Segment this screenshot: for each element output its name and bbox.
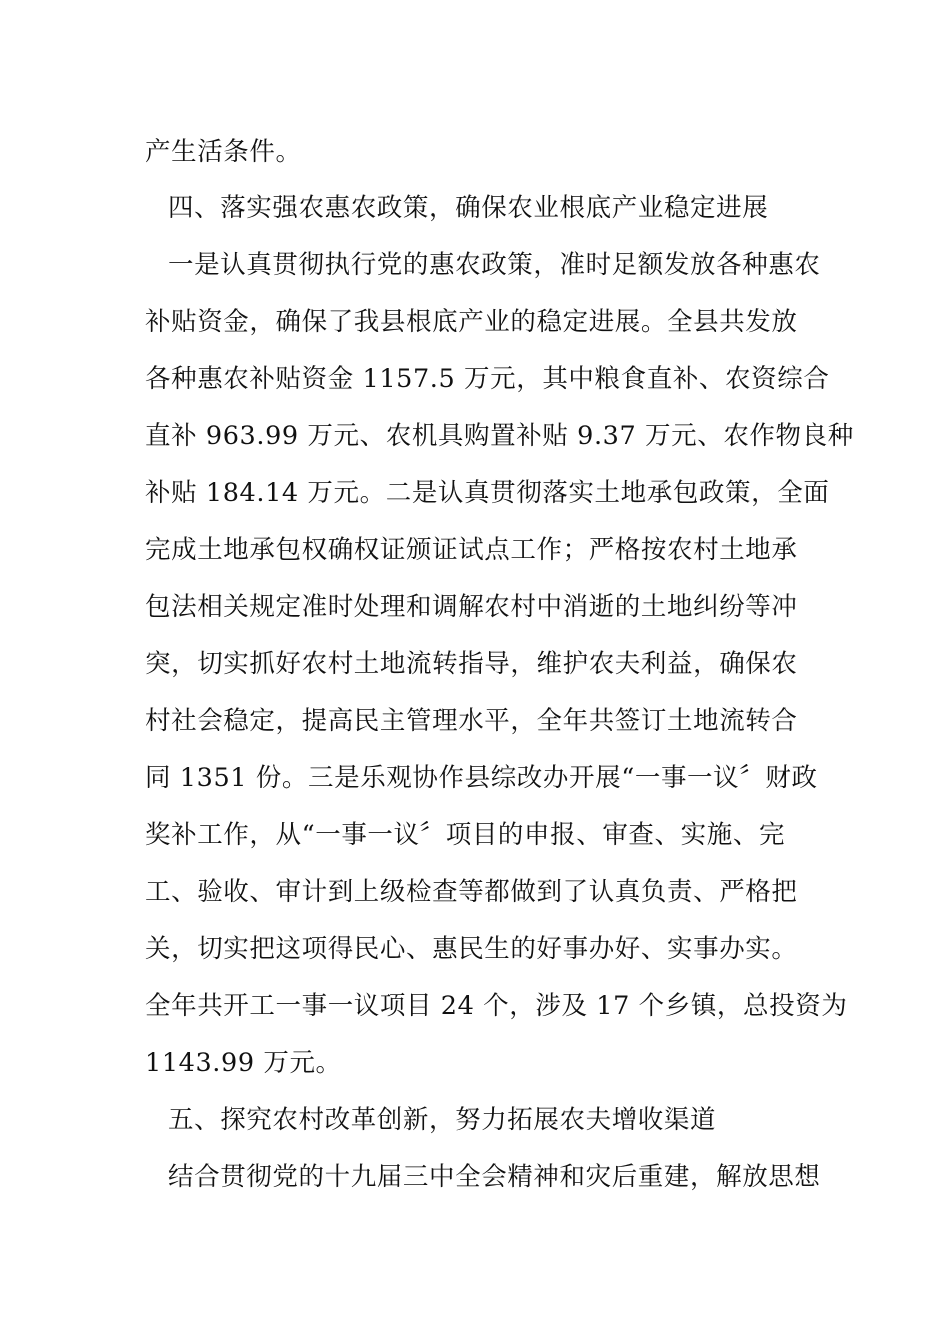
paragraph-line-16: 结合贯彻党的十九届三中全会精神和灾后重建，解放思想 — [168, 1162, 821, 1192]
paragraph-line-7: 包法相关规定准时处理和调解农村中消逝的土地纠纷等冲 — [145, 592, 798, 622]
paragraph-line-9: 村社会稳定，提高民主管理水平，全年共签订土地流转合 — [145, 706, 798, 736]
paragraph-line-13: 关，切实把这项得民心、惠民生的好事办好、实事办实。 — [145, 934, 798, 964]
paragraph-line-4: 直补 963.99 万元、农机具购置补贴 9.37 万元、农作物良种 — [145, 421, 854, 451]
paragraph-line-11: 奖补工作，从“一事一议〞项目的申报、审查、实施、完 — [145, 820, 786, 850]
paragraph-line-1: 一是认真贯彻执行党的惠农政策，准时足额发放各种惠农 — [168, 250, 821, 280]
section-heading-4: 四、落实强农惠农政策，确保农业根底产业稳定进展 — [168, 193, 769, 223]
section-heading-5: 五、探究农村改革创新，努力拓展农夫增收渠道 — [168, 1105, 717, 1135]
paragraph-line-8: 突，切实抓好农村土地流转指导，维护农夫利益，确保农 — [145, 649, 798, 679]
paragraph-line-10: 同 1351 份。三是乐观协作县综改办开展“一事一议〞财政 — [145, 763, 818, 793]
paragraph-line-6: 完成土地承包权确权证颁证试点工作；严格按农村土地承 — [145, 535, 798, 565]
paragraph-line-14: 全年共开工一事一议项目 24 个，涉及 17 个乡镇，总投资为 — [145, 991, 848, 1021]
text-line-1: 产生活条件。 — [145, 137, 302, 167]
paragraph-line-3: 各种惠农补贴资金 1157.5 万元，其中粮食直补、农资综合 — [145, 364, 830, 394]
paragraph-line-5: 补贴 184.14 万元。二是认真贯彻落实土地承包政策，全面 — [145, 478, 830, 508]
paragraph-line-15: 1143.99 万元。 — [145, 1048, 342, 1078]
paragraph-line-2: 补贴资金，确保了我县根底产业的稳定进展。全县共发放 — [145, 307, 798, 337]
paragraph-line-12: 工、验收、审计到上级检查等都做到了认真负责、严格把 — [145, 877, 798, 907]
